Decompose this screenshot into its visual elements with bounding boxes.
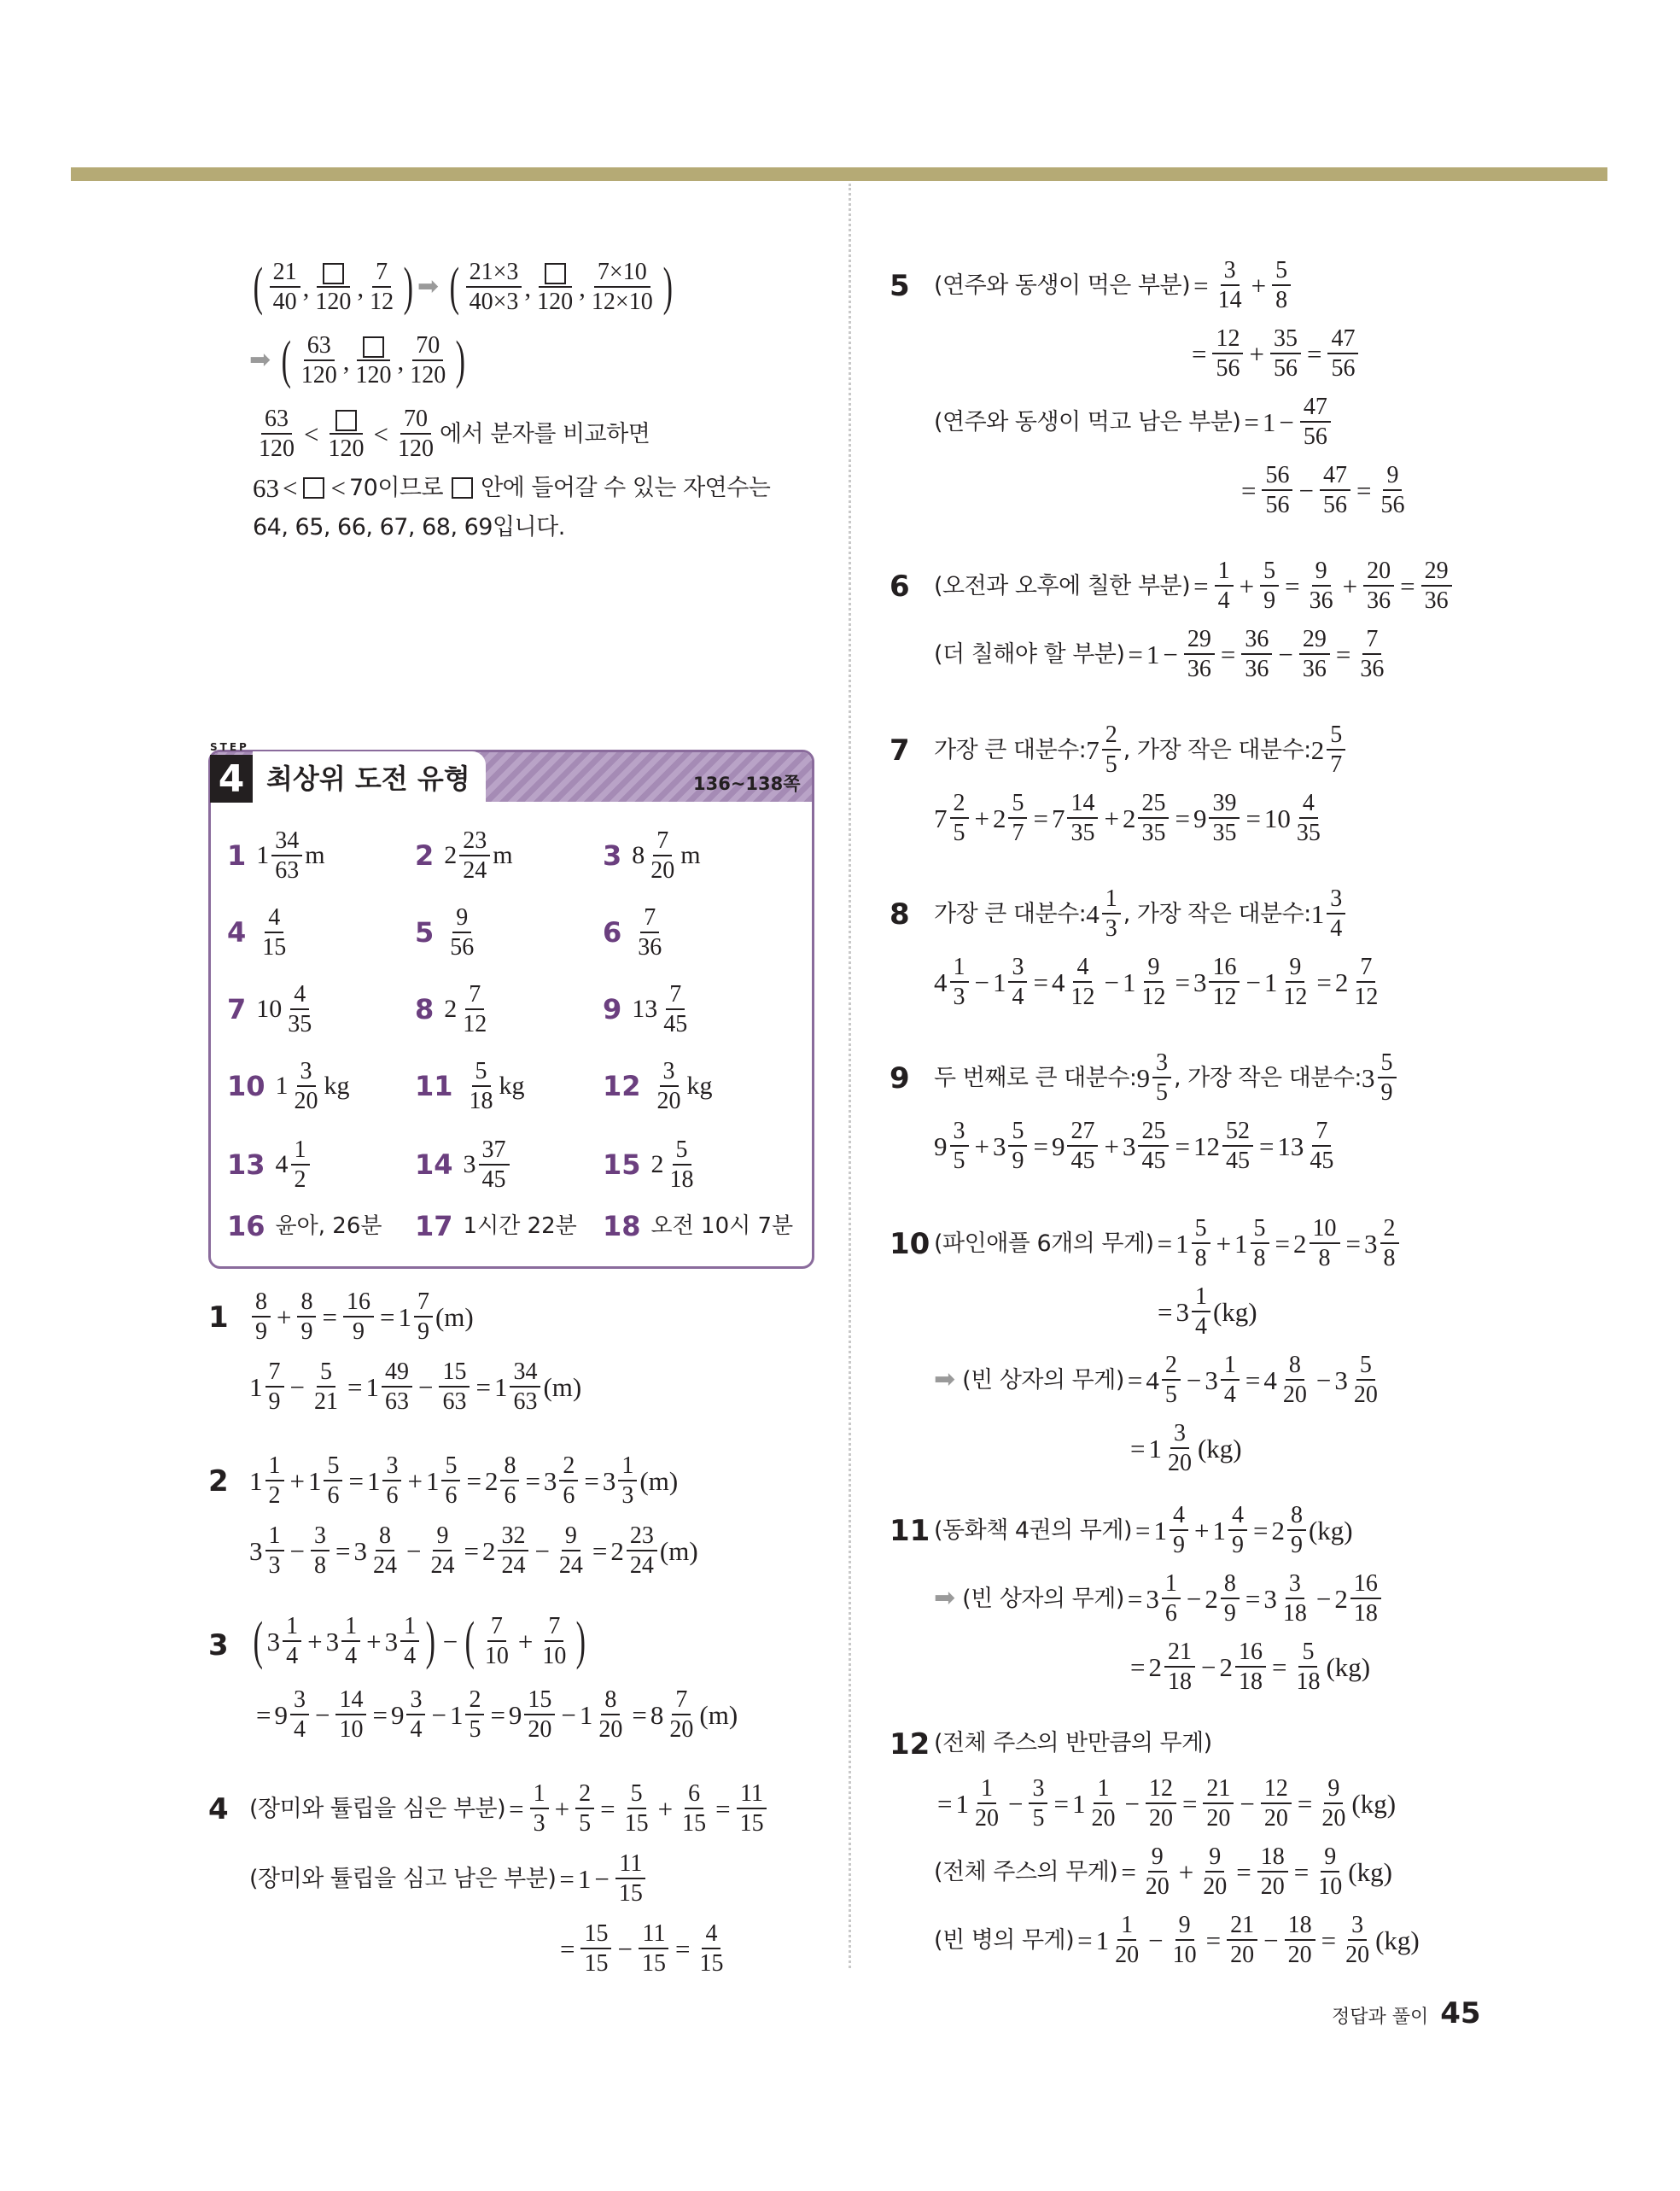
answer-11: 11 $\frac{5}{18}$ kg bbox=[415, 1058, 525, 1115]
problem-11-line-1: (동화책 4권의 무게) = 1 $\frac{4}{9}$ + 1 $\frac{4}{9}$ = 2 $\frac{8}{9}$ (kg) bbox=[934, 1502, 1353, 1559]
step-number: 4 bbox=[210, 755, 253, 803]
problem-10-line-2: = 3 $\frac{1}{4}$ (kg) bbox=[1158, 1283, 1257, 1341]
problem-5-line-1: (연주와 동생이 먹은 부분) = $\frac{3}{14}$ + $\frac{5}{8}$ bbox=[934, 258, 1293, 313]
column-divider bbox=[849, 184, 851, 1968]
answer-1: 1 1 $\frac{34}{63}$ m bbox=[227, 827, 325, 885]
problem-11-line-3: = 2 $\frac{21}{18}$ − 2 $\frac{16}{18}$ = $\frac{5}{18}$ (kg) bbox=[1130, 1639, 1371, 1696]
answer-3: 3 8 $\frac{7}{20}$ m bbox=[603, 827, 701, 885]
problem-2-line-1: 1 $\frac{1}{2}$ + 1 $\frac{5}{6}$ = 1 $\frac{3}{6}$ + 1 $\frac{5}{6}$ = 2 $\frac{8}{6}$ = 3 $\frac{2}{6}$ = 3 $\frac{1}{3}$ (m) bbox=[249, 1452, 679, 1510]
step-title: 최상위 도전 유형 bbox=[253, 751, 486, 803]
problem-1-number: 1 bbox=[208, 1300, 229, 1335]
intro-line-5: 64, 65, 66, 67, 68, 69입니다. bbox=[253, 514, 565, 540]
answer-14: 14 3 $\frac{37}{45}$ bbox=[415, 1137, 512, 1193]
problem-8-line-1: 가장 큰 대분수: 4 $\frac{1}{3}$ , 가장 작은 대분수: 1 $\frac{3}{4}$ bbox=[934, 886, 1348, 942]
problem-5-line-3: (연주와 동생이 먹고 남은 부분) = 1 − $\frac{47}{56}$ bbox=[934, 394, 1333, 450]
problem-12-number: 12 bbox=[890, 1727, 930, 1762]
answer-2: 2 2 $\frac{23}{24}$ m bbox=[415, 827, 513, 885]
problem-9-number: 9 bbox=[890, 1061, 910, 1096]
problem-5-line-4: = $\frac{56}{56}$ − $\frac{47}{56}$ = $\frac{9}{56}$ bbox=[1241, 462, 1405, 519]
arrow-icon: ➡ bbox=[249, 345, 271, 376]
problem-12-line-3: (전체 주스의 무게) = $\frac{9}{20}$ + $\frac{9}{20}$ = $\frac{18}{20}$ = $\frac{9}{10}$ (kg) bbox=[934, 1843, 1392, 1901]
problem-8-line-2: 4 $\frac{1}{3}$ − 1 $\frac{3}{4}$ = 4 $\frac{4}{12}$ − 1 $\frac{9}{12}$ = 3 $\frac{16}{12}$ − 1 $\frac{9}{12}$ = 2 $\frac{7}{12}$ bbox=[934, 954, 1379, 1011]
step-pages: 136~138쪽 bbox=[693, 774, 801, 794]
problem-12-line-2: = 1 $\frac{1}{20}$ − $\frac{3}{5}$ = 1 $\frac{1}{20}$ − $\frac{12}{20}$ = $\frac{21}{20}$ − $\frac{12}{20}$ = $\frac{9}{20}$ (kg) bbox=[937, 1775, 1397, 1832]
problem-8-number: 8 bbox=[890, 897, 910, 932]
problem-3-line-2: = 9 $\frac{3}{4}$ − $\frac{14}{10}$ = 9 $\frac{3}{4}$ − 1 $\frac{2}{5}$ = 9 $\frac{15}{20}$ − 1 $\frac{8}{20}$ = 8 $\frac{7}{20}$ (m) bbox=[256, 1686, 738, 1744]
problem-4-number: 4 bbox=[208, 1792, 229, 1826]
problem-7-line-2: 7 $\frac{2}{5}$ + 2 $\frac{5}{7}$ = 7 $\frac{14}{35}$ + 2 $\frac{25}{35}$ = 9 $\frac{39}{35}$ = 10 $\frac{4}{35}$ bbox=[934, 790, 1321, 847]
problem-4-line-1: (장미와 튤립을 심은 부분) = $\frac{1}{3}$ + $\frac{2}{5}$ = $\frac{5}{15}$ + $\frac{6}{15}$ = $\frac{11}{15}$ bbox=[249, 1781, 770, 1837]
problem-2-number: 2 bbox=[208, 1464, 229, 1499]
problem-10-line-1: (파인애플 6개의 무게) = 1 $\frac{5}{8}$ + 1 $\frac{5}{8}$ = 2 $\frac{10}{8}$ = 3 $\frac{2}{8}$ bbox=[934, 1216, 1402, 1271]
problem-1-line-1: $\frac{8}{9}$ + $\frac{8}{9}$ = $\frac{16}{9}$ = 1 $\frac{7}{9}$ (m) bbox=[249, 1289, 474, 1345]
problem-10-line-3: ➡ (빈 상자의 무게) = 4 $\frac{2}{5}$ − 3 $\frac{1}{4}$ = 4 $\frac{8}{20}$ − 3 $\frac{5}{20}$ bbox=[934, 1352, 1378, 1409]
answer-9: 9 13 $\frac{7}{45}$ bbox=[603, 981, 688, 1038]
answer-5: 5 $\frac{9}{56}$ bbox=[415, 904, 475, 961]
problem-6-line-2: (더 칠해야 할 부분) = 1 − $\frac{29}{36}$ = $\frac{36}{36}$ − $\frac{29}{36}$ = $\frac{7}{36}$ bbox=[934, 626, 1385, 683]
answer-4: 4 $\frac{4}{15}$ bbox=[227, 904, 287, 961]
problem-1-line-2: 1 $\frac{7}{9}$ − $\frac{5}{21}$ = 1 $\frac{49}{63}$ − $\frac{15}{63}$ = 1 $\frac{34}{63}$ (m) bbox=[249, 1358, 582, 1416]
answer-16: 16 윤아, 26분 bbox=[227, 1210, 382, 1242]
answer-8: 8 2 $\frac{7}{12}$ bbox=[415, 981, 487, 1038]
problem-5-number: 5 bbox=[890, 269, 910, 303]
step-tag: STEP bbox=[210, 741, 249, 753]
problem-2-line-2: 3 $\frac{1}{3}$ − $\frac{3}{8}$ = 3 $\frac{8}{24}$ − $\frac{9}{24}$ = 2 $\frac{32}{24}$ − $\frac{9}{24}$ = 2 $\frac{23}{24}$ (m) bbox=[249, 1522, 698, 1580]
problem-5-line-2: = $\frac{12}{56}$ + $\frac{35}{56}$ = $\frac{47}{56}$ bbox=[1188, 326, 1361, 382]
page-number: 45 bbox=[1440, 1996, 1481, 2030]
problem-11-number: 11 bbox=[890, 1514, 930, 1548]
arrow-icon: ➡ bbox=[417, 272, 439, 302]
answer-10: 10 1 $\frac{3}{20}$ kg bbox=[227, 1058, 350, 1115]
problem-3-number: 3 bbox=[208, 1628, 229, 1662]
answer-7: 7 10 $\frac{4}{35}$ bbox=[227, 981, 312, 1038]
intro-line-2: ➡ ( $\frac{63}{120}$ , 120 , $\frac{70}{120}$ ) bbox=[249, 331, 466, 390]
answer-15: 15 2 $\frac{5}{18}$ bbox=[603, 1136, 694, 1194]
intro-line-4: 63 < < 70이므로 안에 들어갈 수 있는 자연수는 bbox=[253, 473, 771, 503]
problem-7-line-1: 가장 큰 대분수: 7 $\frac{2}{5}$ , 가장 작은 대분수: 2 $\frac{5}{7}$ bbox=[934, 722, 1348, 778]
intro-line-1: ( $\frac{21}{40}$ , 120 , $\frac{7}{12}$ ) ➡ ( $\frac{21\times 3}{40\times 3}$ , 120 , $\frac{7\times 10}{12\times 10}$ ) bbox=[253, 258, 673, 317]
problem-4-line-3: = $\frac{15}{15}$ − $\frac{11}{15}$ = $\frac{4}{15}$ bbox=[560, 1920, 724, 1978]
problem-6-number: 6 bbox=[890, 570, 910, 604]
problem-9-line-1: 두 번째로 큰 대분수: 9 $\frac{3}{5}$ , 가장 작은 대분수: 3 $\frac{5}{9}$ bbox=[934, 1050, 1399, 1106]
answer-17: 17 1시간 22분 bbox=[415, 1210, 577, 1242]
answer-12: 12 $\frac{3}{20}$ kg bbox=[603, 1058, 713, 1115]
answer-13: 13 4 $\frac{1}{2}$ bbox=[227, 1137, 312, 1193]
problem-3-line-1: ( 3 $\frac{1}{4}$ + 3 $\frac{1}{4}$ + 3 $\frac{1}{4}$ ) − ( $\frac{7}{10}$ + $\frac{7}{10}$ ) bbox=[253, 1612, 586, 1671]
problem-7-number: 7 bbox=[890, 733, 910, 768]
problem-6-line-1: (오전과 오후에 칠한 부분) = $\frac{1}{4}$ + $\frac{5}{9}$ = $\frac{9}{36}$ + $\frac{20}{36}$ = $\frac{29}{36}$ bbox=[934, 558, 1455, 614]
footer-text: 정답과 풀이 bbox=[1332, 2007, 1429, 2028]
problem-11-line-2: ➡ (빈 상자의 무게) = 3 $\frac{1}{6}$ − 2 $\frac{8}{9}$ = 3 $\frac{3}{18}$ − 2 $\frac{16}{18}$ bbox=[934, 1571, 1384, 1627]
problem-10-line-4: = 1 $\frac{3}{20}$ (kg) bbox=[1130, 1420, 1242, 1477]
problem-4-line-2: (장미와 튤립을 심고 남은 부분) = 1 − $\frac{11}{15}$ bbox=[249, 1851, 649, 1907]
header-bar bbox=[71, 167, 1607, 181]
page-footer bbox=[1332, 1996, 1481, 2030]
problem-9-line-2: 9 $\frac{3}{5}$ + 3 $\frac{5}{9}$ = 9 $\frac{27}{45}$ + 3 $\frac{25}{45}$ = 12 $\frac{52}{45}$ = 13 $\frac{7}{45}$ bbox=[934, 1118, 1334, 1175]
problem-12-line-4: (빈 병의 무게) = 1 $\frac{1}{20}$ − $\frac{9}{10}$ = $\frac{21}{20}$ − $\frac{18}{20}$ = $\frac{3}{20}$ (kg) bbox=[934, 1912, 1420, 1969]
problem-10-number: 10 bbox=[890, 1227, 930, 1261]
arrow-icon: ➡ bbox=[934, 1364, 956, 1395]
answer-6: 6 $\frac{7}{36}$ bbox=[603, 904, 662, 961]
arrow-icon: ➡ bbox=[934, 1583, 956, 1614]
answer-18: 18 오전 10시 7분 bbox=[603, 1210, 794, 1242]
problem-12-line-1: (전체 주스의 반만큼의 무게) bbox=[934, 1730, 1212, 1756]
intro-line-3: $\frac{63}{120}$ < 120 < $\frac{70}{120}$ 에서 분자를 비교하면 bbox=[259, 406, 650, 463]
